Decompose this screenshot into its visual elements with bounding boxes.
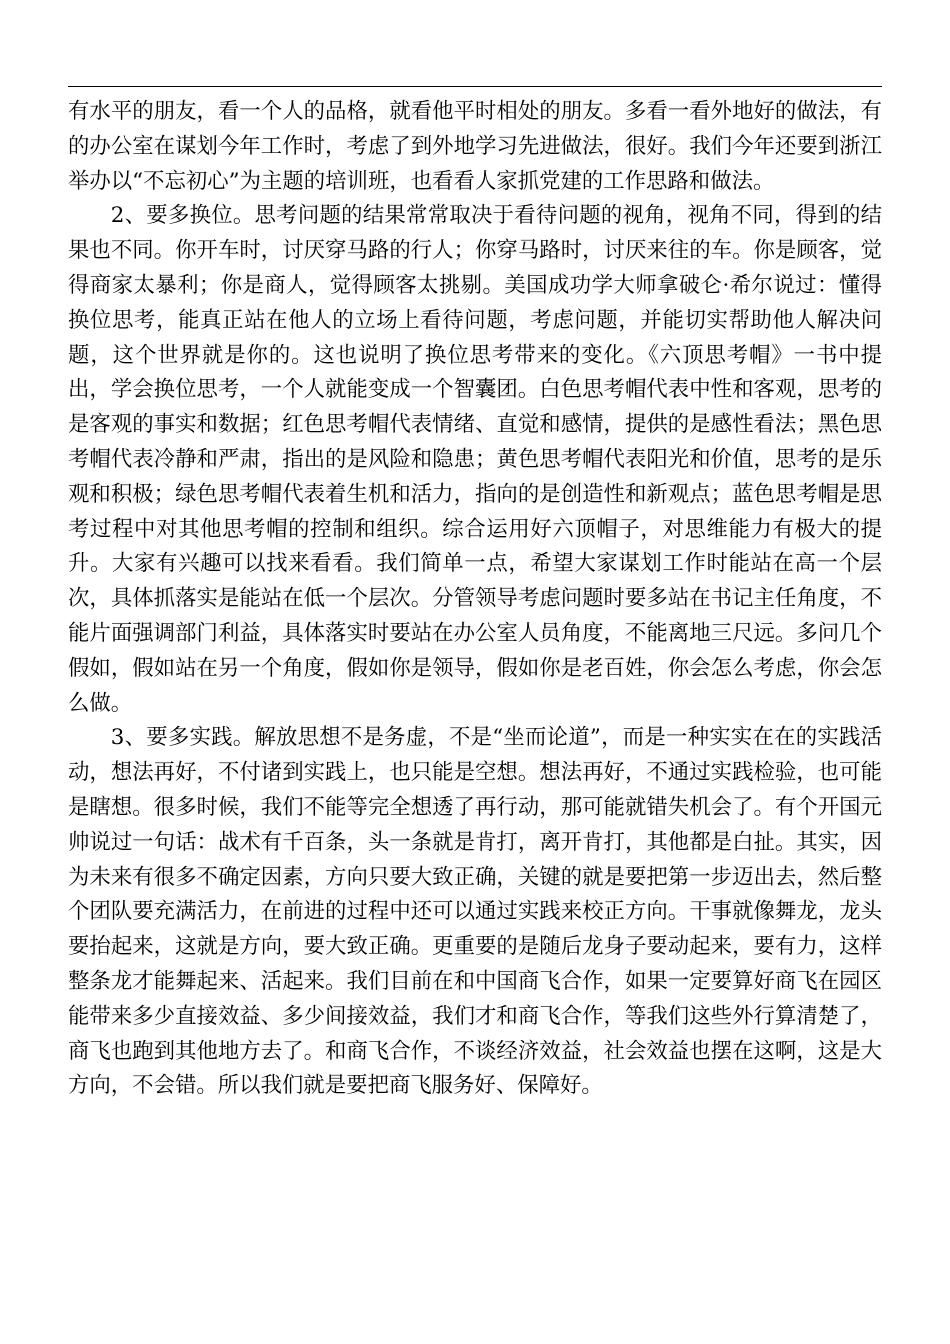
- paragraph-perspective-switching: 2、要多换位。思考问题的结果常常取决于看待问题的视角，视角不同，得到的结果也不同。你开车时，讨厌穿马路的行人；你穿马路时，讨厌来往的车。你是顾客，觉得商家太暴利；你是商人，觉得顾客太挑剔。美国成功学大师拿破仑·希尔说过：懂得换位思考，能真正站在他人的立场上看待问题，考虑问题，并能切实帮助他人解决问题，这个世界就是你的。这也说明了换位思考带来的变化。《六顶思考帽》一书中提出，学会换位思考，一个人就能变成一个智囊团。白色思考帽代表中性和客观，思考的是客观的事实和数据；红色思考帽代表情绪、直觉和感情，提供的是感性看法；黑色思考帽代表冷静和严肃，指出的是风险和隐患；黄色思考帽代表阳光和价值，思考的是乐观和积极；绿色思考帽代表着生机和活力，指向的是创造性和新观点；蓝色思考帽是思考过程中对其他思考帽的控制和组织。综合运用好六顶帽子，对思维能力有极大的提升。大家有兴趣可以找来看看。我们简单一点，希望大家谋划工作时能站在高一个层次，具体抓落实是能站在低一个层次。分管领导考虑问题时要多站在书记主任角度，不能片面强调部门利益，具体落实时要站在办公室人员角度，不能离地三尺远。多问几个假如，假如站在另一个角度，假如你是领导，假如你是老百姓，你会怎么考虑，你会怎么做。: [68, 203, 882, 716]
- header-rule: [68, 86, 882, 87]
- paragraph-continuation: 有水平的朋友，看一个人的品格，就看他平时相处的朋友。多看一看外地好的做法，有的办公室在谋划今年工作时，考虑了到外地学习先进做法，很好。我们今年还要到浙江举办以“不忘初心”为主题的培训班，也看看人家抓党建的工作思路和做法。: [68, 99, 882, 194]
- paragraph-practice: 3、要多实践。解放思想不是务虚，不是“坐而论道”，而是一种实实在在的实践活动，想法再好，不付诸到实践上，也只能是空想。想法再好，不通过实践检验，也可能是瞎想。很多时候，我们不能等完全想透了再行动，那可能就错失机会了。有个开国元帅说过一句话：战术有千百条，头一条就是肯打，离开肯打，其他都是白扯。其实，因为未来有很多不确定因素，方向只要大致正确，关键的就是要把第一步迈出去，然后整个团队要充满活力，在前进的过程中还可以通过实践来校正方向。干事就像舞龙，龙头要抬起来，这就是方向，要大致正确。更重要的是随后龙身子要动起来，要有力，这样整条龙才能舞起来、活起来。我们目前在和中国商飞合作，如果一定要算好商飞在园区能带来多少直接效益、多少间接效益，我们才和商飞合作，等我们这些外行算清楚了，商飞也跑到其他地方去了。和商飞合作，不谈经济效益，社会效益也摆在这啊，这是大方向，不会错。所以我们就是要把商飞服务好、保障好。: [68, 725, 882, 1099]
- document-body: [68, 95, 882, 1104]
